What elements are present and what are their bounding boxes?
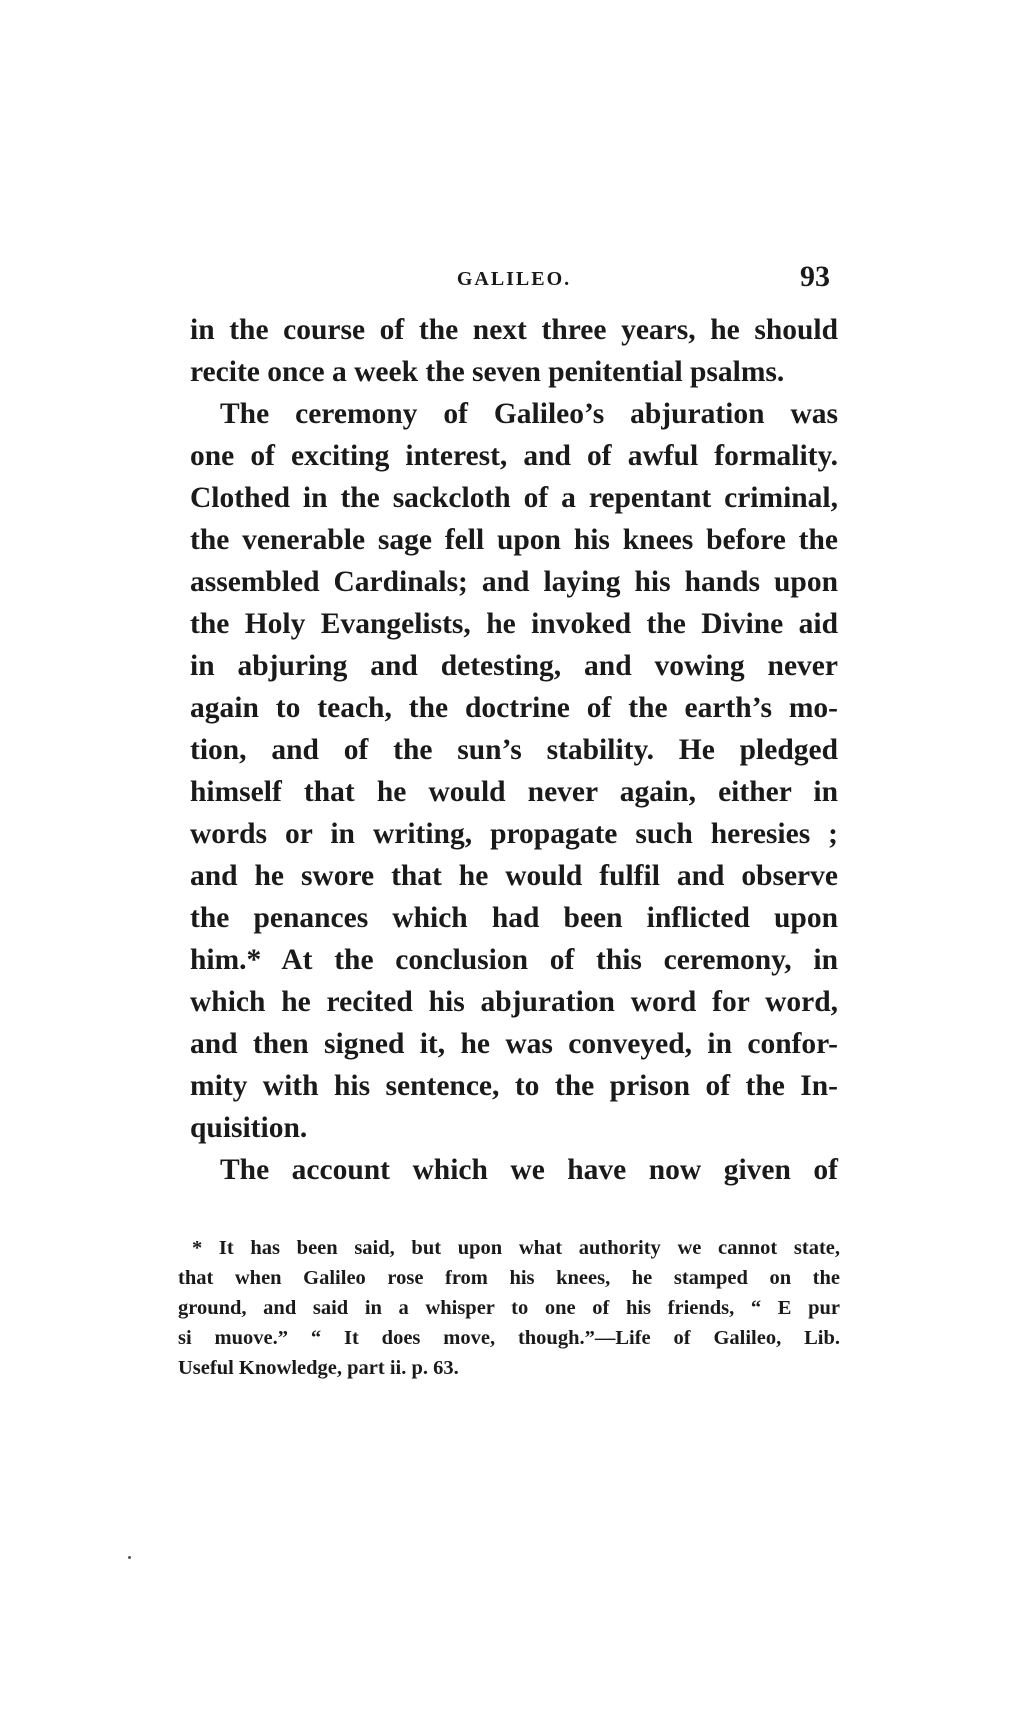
body-line: tion, and of the sun’s stability. He pledged <box>190 734 838 766</box>
running-head <box>190 260 838 300</box>
body-line: one of exciting interest, and of awful formality. <box>190 440 838 472</box>
body-line: himself that he would never again, either in <box>190 776 838 808</box>
footnote-line: si muove.” “ It does move, though.”—Life of Galileo, Lib. <box>178 1327 840 1349</box>
footnote-line: ground, and said in a whisper to one of his friends, “ E pur <box>178 1297 840 1319</box>
footnote-line: Useful Knowledge, part ii. p. 63. <box>178 1357 459 1379</box>
body-line: which he recited his abjuration word for word, <box>190 986 838 1018</box>
body-line: quisition. <box>190 1112 308 1144</box>
page-number: 93 <box>800 260 830 293</box>
footnote-line: that when Galileo rose from his knees, he stamped on the <box>178 1267 840 1289</box>
footnote <box>178 1233 840 1383</box>
body-line: him.* At the conclusion of this ceremony, in <box>190 944 838 976</box>
body-line: mity with his sentence, to the prison of the In- <box>190 1070 838 1102</box>
body-line: in the course of the next three years, he should <box>190 314 838 346</box>
body-line: The ceremony of Galileo’s abjuration was <box>220 398 838 430</box>
body-line: in abjuring and detesting, and vowing never <box>190 650 838 682</box>
body-line: again to teach, the doctrine of the earth’s mo- <box>190 692 838 724</box>
body-line: the Holy Evangelists, he invoked the Divine aid <box>190 608 838 640</box>
body-line: and he swore that he would fulfil and observe <box>190 860 838 892</box>
body-line: Clothed in the sackcloth of a repentant criminal, <box>190 482 838 514</box>
body-line: assembled Cardinals; and laying his hands upon <box>190 566 838 598</box>
body-text <box>190 309 838 1191</box>
body-line: words or in writing, propagate such heresies ; <box>190 818 838 850</box>
footnote-line: * It has been said, but upon what authority we cannot state, <box>192 1237 840 1259</box>
body-line: The account which we have now given of <box>220 1154 838 1186</box>
running-title: GALILEO. <box>456 268 572 290</box>
body-line: the penances which had been inflicted upon <box>190 902 838 934</box>
ink-speck <box>128 1556 131 1559</box>
body-line: the venerable sage fell upon his knees before the <box>190 524 838 556</box>
body-line: recite once a week the seven penitential psalms. <box>190 356 785 388</box>
body-line: and then signed it, he was conveyed, in confor- <box>190 1028 838 1060</box>
